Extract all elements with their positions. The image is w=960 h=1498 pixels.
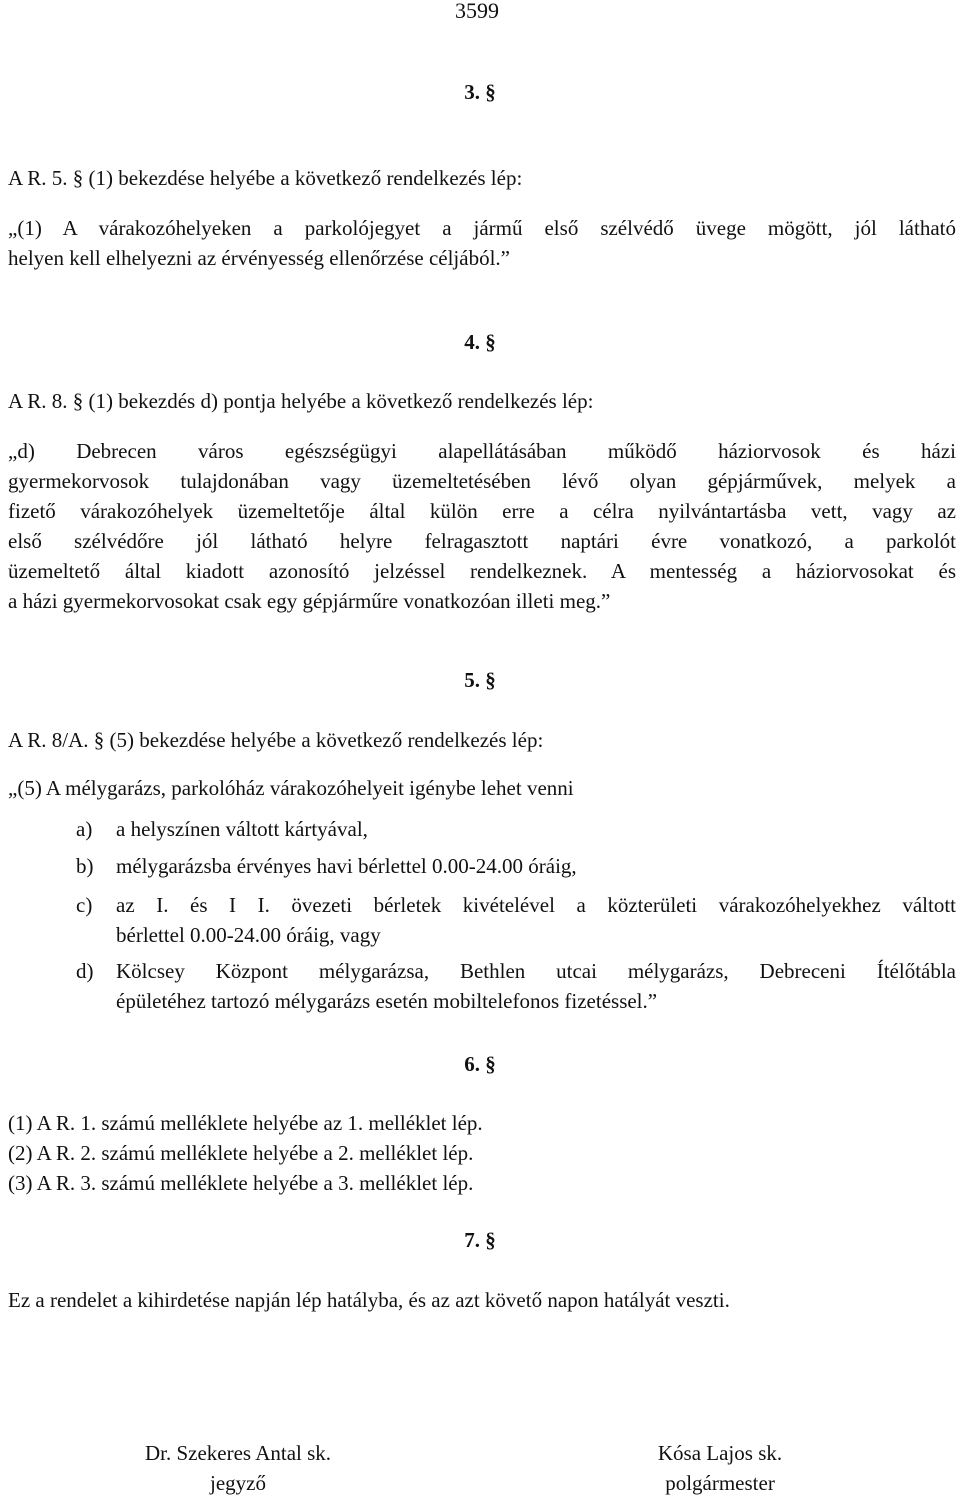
- quote-line: első szélvédőre jól látható helyre felragasztott naptári évre vonatkozó, a parkolót: [8, 529, 956, 553]
- section-heading-6: 6. §: [464, 1052, 496, 1076]
- signature-left: [100, 1438, 376, 1498]
- section-3-intro: A R. 5. § (1) bekezdése helyébe a következő rendelkezés lép:: [8, 166, 523, 190]
- signatory-name: Dr. Szekeres Antal sk.: [144, 1441, 332, 1465]
- list-item-text: bérlettel 0.00-24.00 óráig, vagy: [116, 923, 381, 947]
- list-item-text: az I. és I I. övezeti bérletek kivételével a közterületi várakozóhelyekhez váltott: [116, 893, 956, 917]
- list-item-text: mélygarázsba érvényes havi bérlettel 0.00-24.00 óráig,: [116, 854, 577, 878]
- list-item-label: d): [76, 959, 94, 983]
- list-item-text: épületéhez tartozó mélygarázs esetén mobiltelefonos fizetéssel.”: [116, 989, 658, 1013]
- section-heading-3: 3. §: [464, 80, 496, 104]
- quote-line: „(1) A várakozóhelyeken a parkolójegyet a jármű első szélvédő üvege mögött, jól látható: [8, 216, 956, 240]
- section-6-line: (2) A R. 2. számú melléklete helyébe a 2. melléklet lép.: [8, 1141, 474, 1165]
- section-4-intro: A R. 8. § (1) bekezdés d) pontja helyébe a következő rendelkezés lép:: [8, 389, 594, 413]
- section-5-intro: A R. 8/A. § (5) bekezdése helyébe a következő rendelkezés lép:: [8, 728, 544, 752]
- list-item-label: c): [76, 893, 93, 917]
- section-heading-5: 5. §: [464, 668, 496, 692]
- list-item-label: b): [76, 854, 94, 878]
- signatory-name: Kósa Lajos sk.: [657, 1441, 783, 1465]
- quote-line: fizető várakozóhelyek üzemeltetője által külön erre a célra nyilvántartásba vett, vagy az: [8, 499, 956, 523]
- list-item-label: a): [76, 817, 93, 841]
- section-5-quote-intro: „(5) A mélygarázs, parkolóház várakozóhelyeit igénybe lehet venni: [8, 776, 574, 800]
- quote-line: üzemeltető által kiadott azonosító jelzéssel rendelkeznek. A mentesség a háziorvosokat és: [8, 559, 956, 583]
- list-item-text: a helyszínen váltott kártyával,: [116, 817, 368, 841]
- section-4-quote: [8, 436, 956, 616]
- quote-line: a házi gyermekorvosokat csak egy gépjárműre vonatkozóan illeti meg.”: [8, 589, 611, 613]
- page-number: 3599: [455, 0, 499, 23]
- list-item-text: Kölcsey Központ mélygarázsa, Bethlen utcai mélygarázs, Debreceni Ítélőtábla: [116, 959, 956, 983]
- section-7-text: Ez a rendelet a kihirdetése napján lép hatályba, és az azt követő napon hatályát veszti.: [8, 1288, 730, 1312]
- quote-line: gyermekorvosok tulajdonában vagy üzemeltetésében lévő olyan gépjárművek, melyek a: [8, 469, 956, 493]
- section-heading-7: 7. §: [464, 1228, 496, 1252]
- quote-line: „d) Debrecen város egészségügyi alapellátásában működő háziorvosok és házi: [8, 439, 956, 463]
- section-6-line: (1) A R. 1. számú melléklete helyébe az 1. melléklet lép.: [8, 1111, 483, 1135]
- section-6-line: (3) A R. 3. számú melléklete helyébe a 3. melléklet lép.: [8, 1171, 474, 1195]
- section-heading-4: 4. §: [464, 330, 496, 354]
- quote-line: helyen kell elhelyezni az érvényesség ellenőrzése céljából.”: [8, 246, 510, 270]
- signature-right: [610, 1438, 830, 1498]
- section-3-quote: [8, 213, 956, 273]
- signatory-title: jegyző: [210, 1471, 266, 1495]
- signatory-title: polgármester: [665, 1471, 775, 1495]
